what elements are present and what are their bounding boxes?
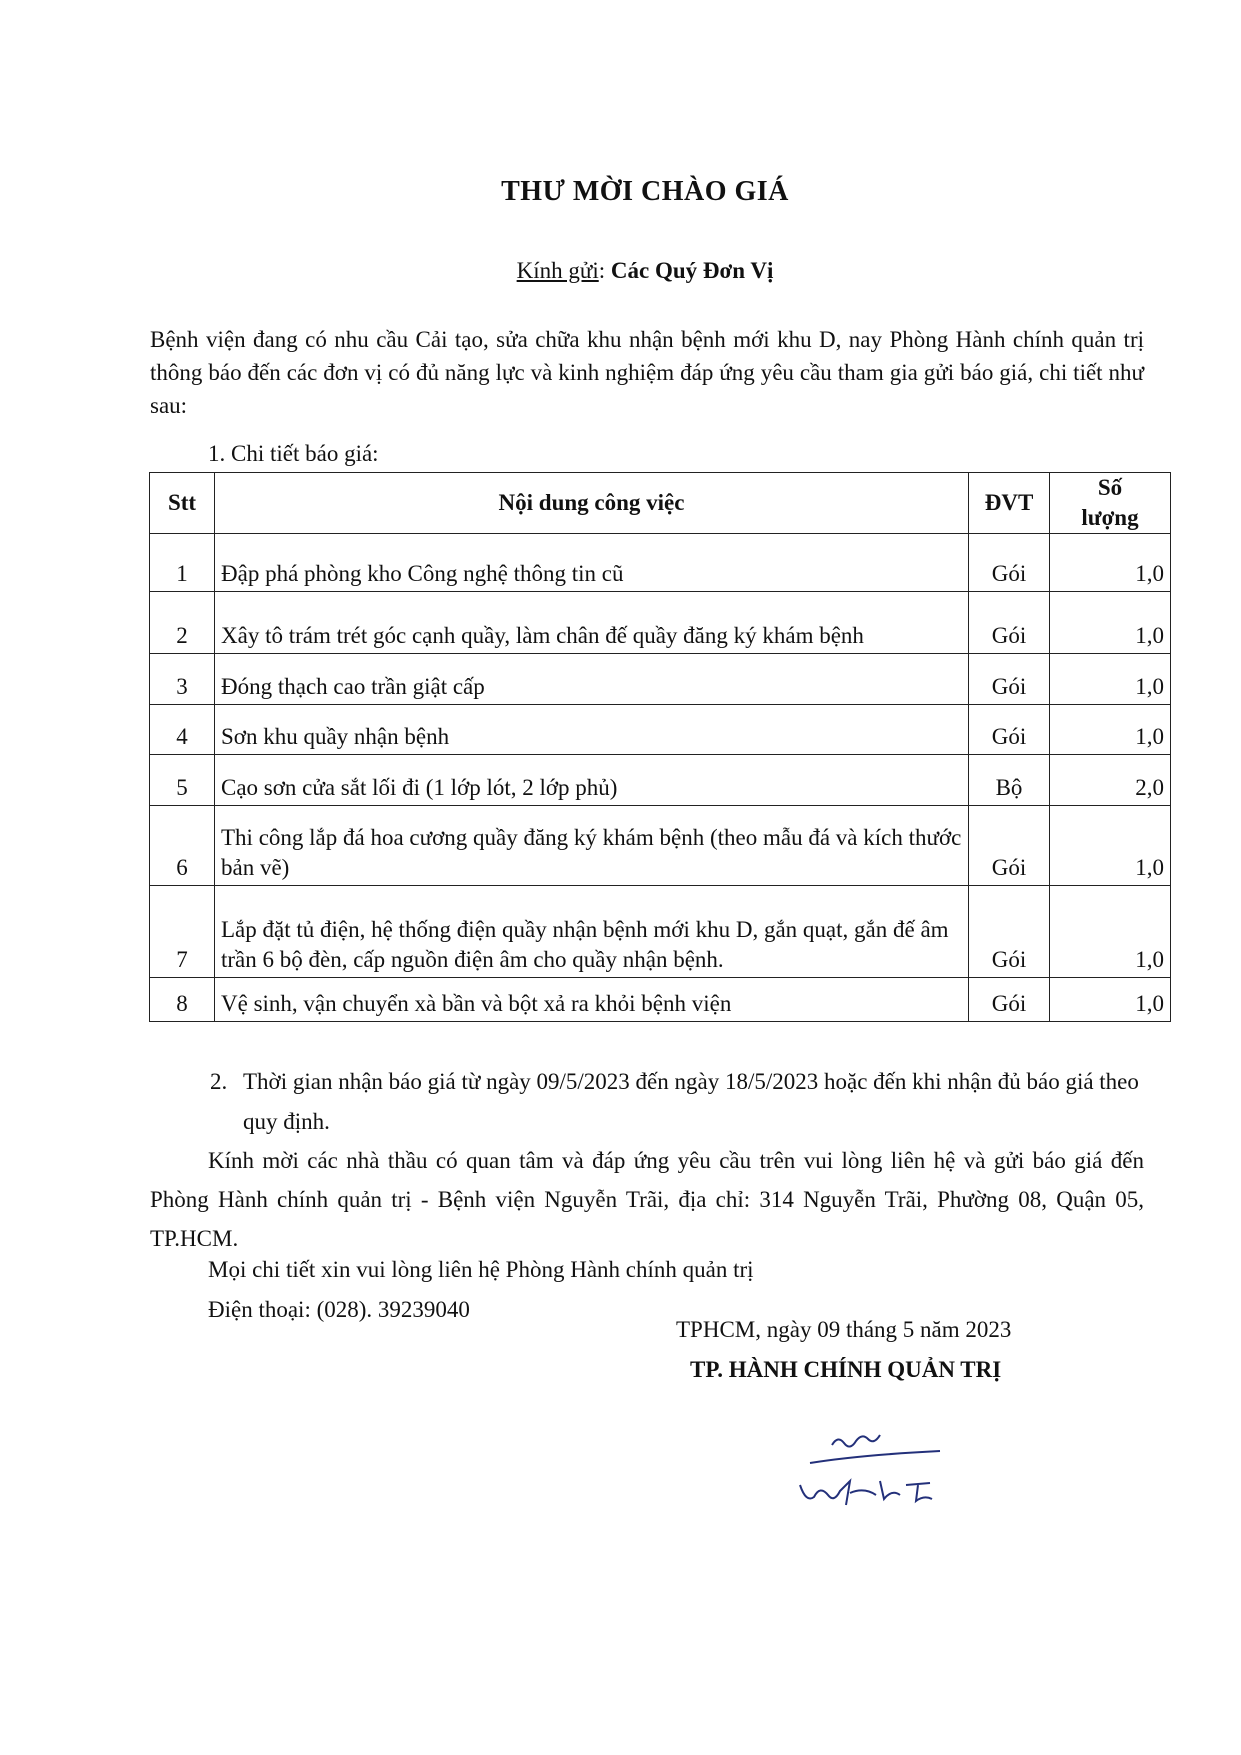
row-quantity: 1,0 [1050, 978, 1171, 1022]
header-quantity-line2: lượng [1081, 505, 1139, 530]
row-description: Xây tô trám trét góc cạnh quầy, làm chân đế quầy đăng ký khám bệnh [215, 592, 969, 654]
row-unit: Gói [969, 978, 1050, 1022]
table-row [150, 806, 1171, 886]
section-1-heading: 1. Chi tiết báo giá: [208, 441, 379, 466]
row-stt: 7 [150, 886, 215, 978]
row-unit: Bộ [969, 755, 1050, 806]
table-row [150, 705, 1171, 755]
contact-line: Mọi chi tiết xin vui lòng liên hệ Phòng Hành chính quản trị [208, 1257, 754, 1282]
row-unit: Gói [969, 886, 1050, 978]
row-unit: Gói [969, 806, 1050, 886]
greeting-separator: : [598, 258, 611, 283]
row-quantity: 1,0 [1050, 705, 1171, 755]
row-stt: 5 [150, 755, 215, 806]
row-unit: Gói [969, 654, 1050, 705]
greeting [0, 258, 1241, 284]
row-description: Lắp đặt tủ điện, hệ thống điện quầy nhận bệnh mới khu D, gắn quạt, gắn đế âm trần 6 bộ đèn, cấp nguồn điện âm cho quầy nhận bệnh. [215, 886, 969, 978]
section-2 [210, 1062, 1145, 1142]
table-row [150, 755, 1171, 806]
row-unit: Gói [969, 592, 1050, 654]
header-unit: ĐVT [969, 473, 1050, 534]
document-date: TPHCM, ngày 09 tháng 5 năm 2023 [676, 1317, 1012, 1342]
contact-block [208, 1250, 754, 1330]
row-quantity: 1,0 [1050, 654, 1171, 705]
document-title: THƯ MỜI CHÀO GIÁ [501, 176, 789, 207]
row-stt: 8 [150, 978, 215, 1022]
table-row [150, 978, 1171, 1022]
row-quantity: 2,0 [1050, 755, 1171, 806]
row-stt: 2 [150, 592, 215, 654]
contact-phone: Điện thoại: (028). 39239040 [208, 1297, 470, 1322]
row-quantity: 1,0 [1050, 592, 1171, 654]
row-quantity: 1,0 [1050, 534, 1171, 592]
table-row [150, 534, 1171, 592]
intro-paragraph: Bệnh viện đang có nhu cầu Cải tạo, sửa chữa khu nhận bệnh mới khu D, nay Phòng Hành chính quản trị thông báo đến các đơn vị có đủ năng lực và kinh nghiệm đáp ứng yêu cầu tham gia gửi báo giá, chi tiết như sau: [150, 327, 1144, 418]
section-2-text: Thời gian nhận báo giá từ ngày 09/5/2023 đến ngày 18/5/2023 hoặc đến khi nhận đủ báo giá theo quy định. [243, 1069, 1139, 1134]
row-quantity: 1,0 [1050, 886, 1171, 978]
row-quantity: 1,0 [1050, 806, 1171, 886]
row-description: Sơn khu quầy nhận bệnh [215, 705, 969, 755]
table-row [150, 654, 1171, 705]
section-2-number: 2. [210, 1069, 228, 1094]
table-row [150, 886, 1171, 978]
row-stt: 1 [150, 534, 215, 592]
header-quantity-line1: Số [1097, 475, 1123, 500]
signer-title: TP. HÀNH CHÍNH QUẢN TRỊ [690, 1357, 1002, 1382]
header-stt: Stt [150, 473, 215, 534]
invitation-paragraph: Kính mời các nhà thầu có quan tâm và đáp ứng yêu cầu trên vui lòng liên hệ và gửi báo giá đến Phòng Hành chính quản trị - Bệnh viện Nguyễn Trãi, địa chỉ: 314 Nguyễn Trãi, Phường 08, Quận 05, TP.HCM. [150, 1148, 1144, 1251]
row-description: Vệ sinh, vận chuyển xà bần và bột xả ra khỏi bệnh viện [215, 978, 969, 1022]
row-description: Cạo sơn cửa sắt lối đi (1 lớp lót, 2 lớp phủ) [215, 755, 969, 806]
row-description: Đập phá phòng kho Công nghệ thông tin cũ [215, 534, 969, 592]
row-stt: 6 [150, 806, 215, 886]
table-header-row [150, 473, 1171, 534]
greeting-recipient: Các Quý Đơn Vị [610, 258, 774, 283]
row-unit: Gói [969, 534, 1050, 592]
row-description: Đóng thạch cao trần giật cấp [215, 654, 969, 705]
row-unit: Gói [969, 705, 1050, 755]
signature-image [780, 1425, 960, 1535]
row-stt: 3 [150, 654, 215, 705]
header-quantity [1050, 473, 1171, 534]
header-description: Nội dung công việc [215, 473, 969, 534]
row-stt: 4 [150, 705, 215, 755]
greeting-label: Kính gửi [516, 258, 599, 283]
row-description: Thi công lắp đá hoa cương quầy đăng ký khám bệnh (theo mẫu đá và kích thước bản vẽ) [215, 806, 969, 886]
table-row [150, 592, 1171, 654]
work-items-table [149, 472, 1171, 1022]
